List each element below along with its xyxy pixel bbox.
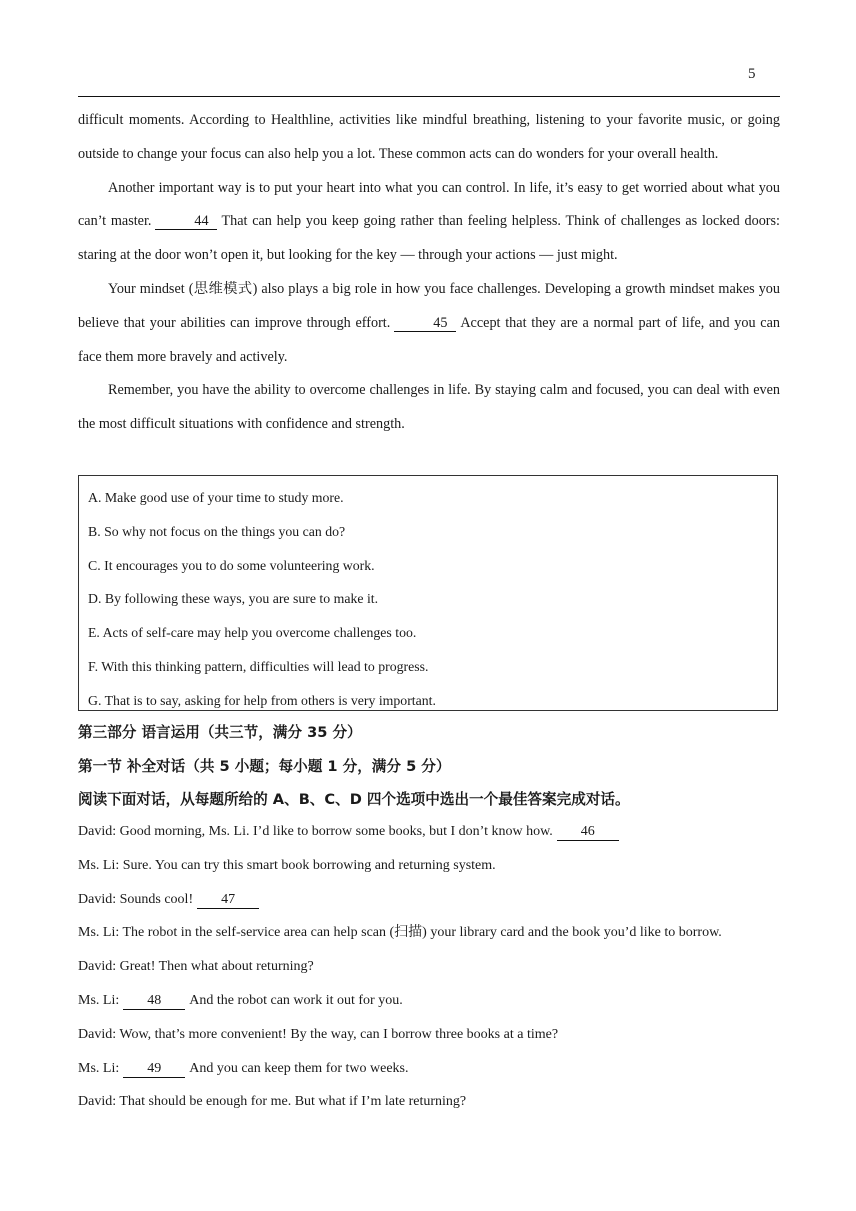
dialogue-line xyxy=(78,916,798,950)
section-headings xyxy=(78,716,780,817)
option-c[interactable]: C. It encourages you to do some volunteering work. xyxy=(88,557,375,573)
dialogue-text: David: Good morning, Ms. Li. I’d like to borrow some books, but I don’t know how. xyxy=(78,824,553,839)
dialogue-line xyxy=(78,1052,798,1086)
dialogue-line xyxy=(78,950,798,984)
option-a[interactable]: A. Make good use of your time to study more. xyxy=(88,490,344,505)
options-box xyxy=(78,475,778,711)
dialogue-line xyxy=(78,1018,798,1052)
dialogue-line xyxy=(78,984,798,1018)
answer-blank-46[interactable]: 46 xyxy=(557,824,619,841)
option-b[interactable]: B. So why not focus on the things you can do? xyxy=(88,523,346,539)
reading-passage xyxy=(78,104,780,442)
passage-paragraph-4: Remember, you have the ability to overcome challenges in life. By staying calm and focused, you can deal with even the most difficult situations with confidence and strength. xyxy=(78,382,780,433)
dialogue-text: Ms. Li: Sure. You can try this smart book borrowing and returning system. xyxy=(78,857,496,873)
section-title: 第一节 补全对话（共 5 小题；每小题 1 分，满分 5 分） xyxy=(78,757,451,775)
dialogue-line xyxy=(78,815,798,849)
passage-text: That can help you keep going rather than feeling helpless. Think of challenges as locked doors: staring at the door won’t open it, but looking for the key — through your actions — just might. xyxy=(78,213,780,264)
dialogue-text: And you can keep them for two weeks. xyxy=(189,1060,409,1076)
dialogue-line xyxy=(78,883,798,917)
passage-text: Your mindset (思维模式) also plays a big role in how you face challenges. Developing a growth mindset makes you believe that your abilities can improve through effort. xyxy=(78,280,780,331)
dialogue-text: Ms. Li: The robot in the self-service area can help scan (扫描) your library card and the book you’d like to borrow. xyxy=(78,925,722,941)
dialogue-text: Ms. Li: xyxy=(78,1060,120,1076)
instruction-text: 阅读下面对话，从每题所给的 A、B、C、D 四个选项中选出一个最佳答案完成对话。 xyxy=(78,791,630,808)
answer-blank-47[interactable]: 47 xyxy=(197,892,259,909)
page-number: 5 xyxy=(748,66,756,82)
answer-blank-49[interactable]: 49 xyxy=(123,1061,185,1078)
dialogue-text: David: Sounds cool! xyxy=(78,891,194,907)
option-e[interactable]: E. Acts of self-care may help you overcome challenges too. xyxy=(88,625,417,641)
option-d[interactable]: D. By following these ways, you are sure to make it. xyxy=(88,591,379,607)
passage-text: Accept that they are a normal part of life, and you can face them more bravely and actively. xyxy=(78,314,780,365)
header-rule xyxy=(78,96,780,97)
dialogue-text: Ms. Li: xyxy=(78,992,120,1008)
passage-paragraph-3 xyxy=(78,273,780,374)
passage-paragraph-2 xyxy=(78,172,780,273)
dialogue-text: David: Great! Then what about returning? xyxy=(78,959,314,975)
dialogue-line xyxy=(78,1085,798,1119)
dialogue-text: David: Wow, that’s more convenient! By the way, can I borrow three books at a time? xyxy=(78,1026,559,1042)
dialogue-text: David: That should be enough for me. But what if I’m late returning? xyxy=(78,1094,467,1110)
option-f[interactable]: F. With this thinking pattern, difficulties will lead to progress. xyxy=(88,658,429,674)
dialogue-text: And the robot can work it out for you. xyxy=(189,992,403,1008)
dialogue xyxy=(78,815,798,1119)
option-g[interactable]: G. That is to say, asking for help from others is very important. xyxy=(88,692,436,708)
answer-blank-45[interactable]: 45 xyxy=(394,315,456,332)
answer-blank-48[interactable]: 48 xyxy=(123,993,185,1010)
answer-blank-44[interactable]: 44 xyxy=(155,213,217,230)
part-title: 第三部分 语言运用（共三节，满分 35 分） xyxy=(78,724,362,741)
passage-paragraph-1: difficult moments. According to Healthline, activities like mindful breathing, listening to your favorite music, or going outside to change your focus can also help you a lot. These common acts can do wonders for your overall health. xyxy=(78,112,780,162)
dialogue-line xyxy=(78,849,798,883)
passage-text: Another important way is to put your heart into what you can control. In life, it’s easy to get worried about what you can’t master. xyxy=(78,179,780,230)
